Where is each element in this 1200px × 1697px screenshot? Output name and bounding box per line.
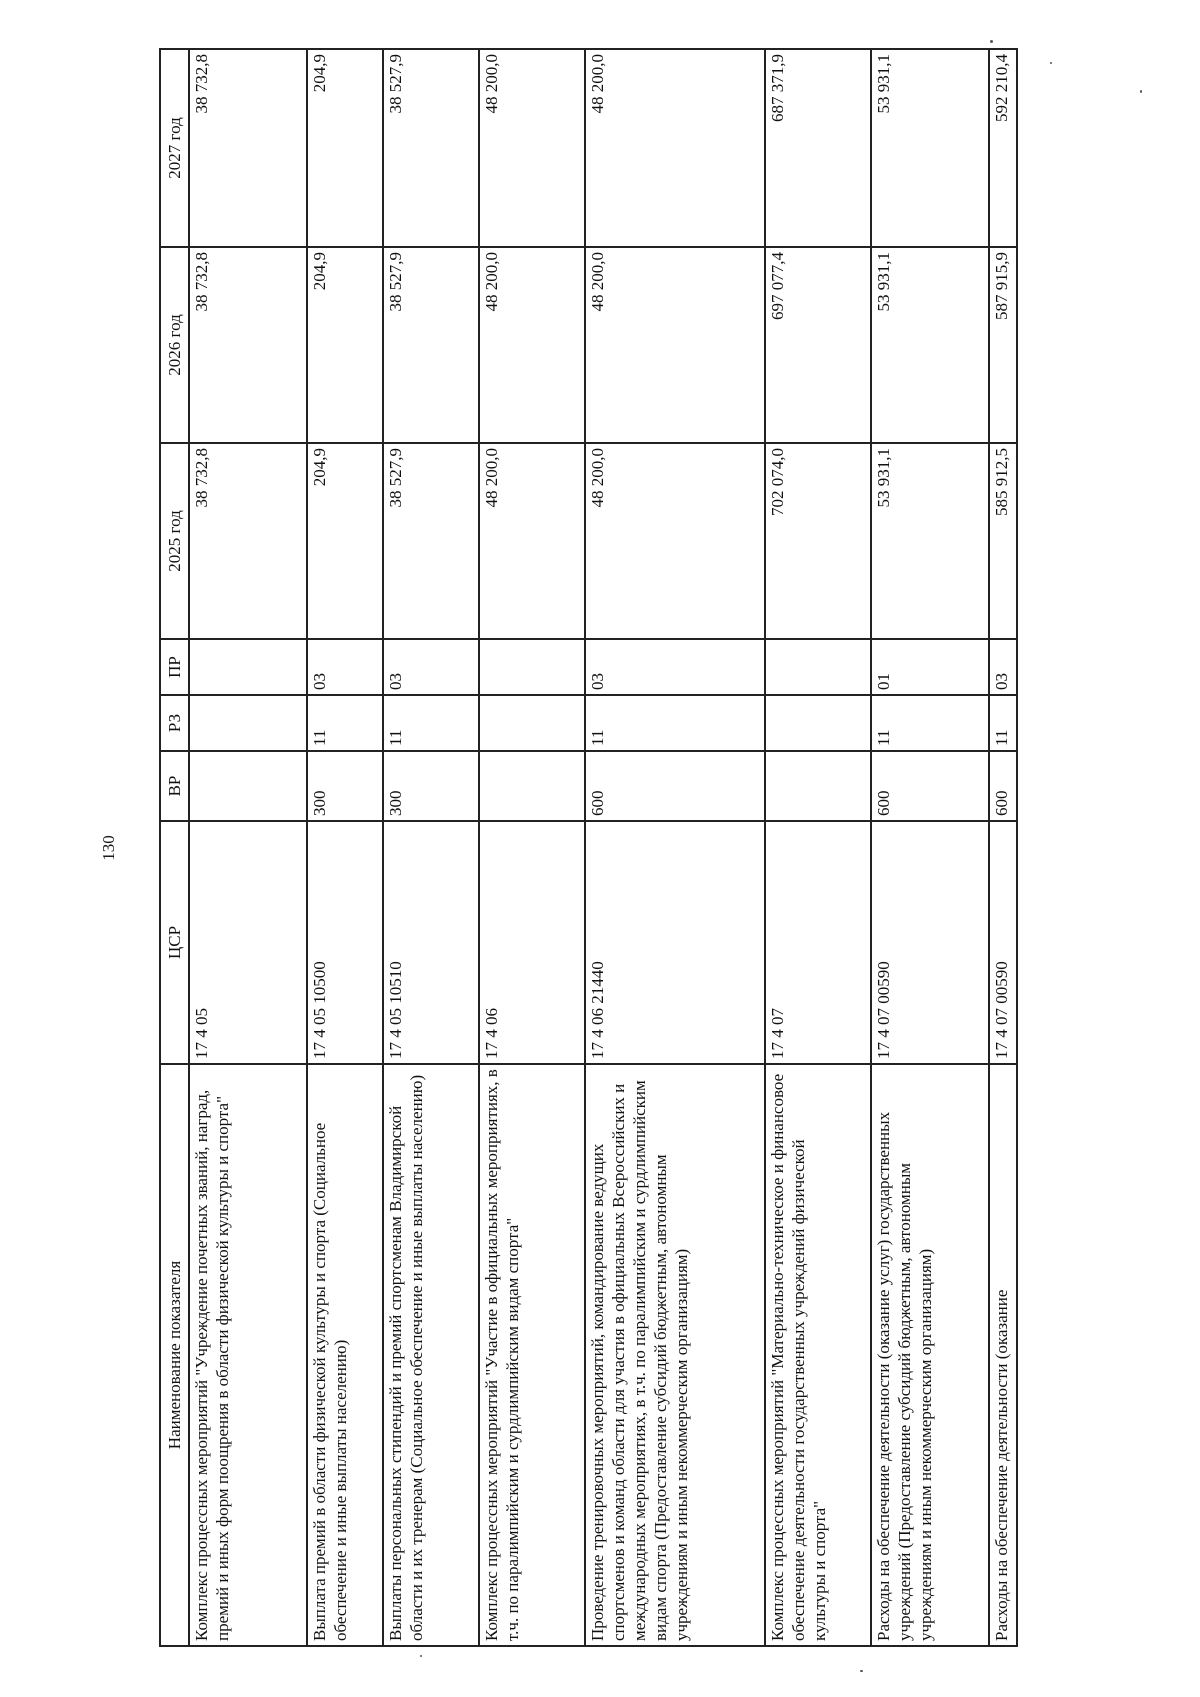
row-rz — [765, 695, 871, 751]
row-2027: 38 732,8 — [189, 49, 307, 247]
row-vr: 300 — [307, 751, 383, 821]
row-name: Расходы на обеспечение деятельности (оказание услуг) государственных учреждений (Предоставление субсидий бюджетным, автономным учреждениям и иным некоммерческим организациям) — [871, 1064, 989, 1646]
row-csr: 17 4 05 — [189, 821, 307, 1064]
row-2026: 38 527,9 — [383, 247, 479, 443]
row-name: Выплата премий в области физической культуры и спорта (Социальное обеспечение и иные выплаты населению) — [307, 1064, 383, 1646]
row-name: Расходы на обеспечение деятельности (оказание — [989, 1064, 1017, 1646]
row-pr: 03 — [383, 639, 479, 695]
table-row — [871, 49, 989, 1646]
row-2026: 53 931,1 — [871, 247, 989, 443]
row-vr — [189, 751, 307, 821]
row-rz: 11 — [383, 695, 479, 751]
row-pr: 01 — [871, 639, 989, 695]
budget-table — [159, 48, 1018, 1647]
header-csr: ЦСР — [160, 821, 189, 1064]
row-2025: 585 912,5 — [989, 443, 1017, 639]
row-rz: 11 — [871, 695, 989, 751]
row-2027: 204,9 — [307, 49, 383, 247]
row-vr: 600 — [989, 751, 1017, 821]
row-2026: 38 732,8 — [189, 247, 307, 443]
row-csr: 17 4 06 — [479, 821, 585, 1064]
page-number: 130 — [98, 835, 118, 861]
row-pr: 03 — [585, 639, 765, 695]
header-2025: 2025 год — [160, 443, 189, 639]
row-2026: 48 200,0 — [479, 247, 585, 443]
row-2027: 48 200,0 — [585, 49, 765, 247]
row-csr: 17 4 07 00590 — [871, 821, 989, 1064]
row-2027: 48 200,0 — [479, 49, 585, 247]
row-csr: 17 4 07 00590 — [989, 821, 1017, 1064]
header-vr: ВР — [160, 751, 189, 821]
row-2025: 204,9 — [307, 443, 383, 639]
row-pr — [765, 639, 871, 695]
table-row — [189, 49, 307, 1646]
row-csr: 17 4 05 10500 — [307, 821, 383, 1064]
row-2027: 687 371,9 — [765, 49, 871, 247]
row-name: Комплекс процессных мероприятий "Участие в официальных мероприятиях, в т.ч. по паралимпийским и сурдлимпийским видам спорта" — [479, 1064, 585, 1646]
row-2026: 587 915,9 — [989, 247, 1017, 443]
header-pr: ПР — [160, 639, 189, 695]
header-2027: 2027 год — [160, 49, 189, 247]
row-2027: 53 931,1 — [871, 49, 989, 247]
row-rz: 11 — [989, 695, 1017, 751]
row-2026: 204,9 — [307, 247, 383, 443]
row-csr: 17 4 05 10510 — [383, 821, 479, 1064]
table-row — [383, 49, 479, 1646]
row-2027: 38 527,9 — [383, 49, 479, 247]
budget-table-container — [159, 50, 1103, 1647]
row-2025: 38 527,9 — [383, 443, 479, 639]
row-pr: 03 — [307, 639, 383, 695]
row-pr — [189, 639, 307, 695]
table-row — [585, 49, 765, 1646]
row-2027: 592 210,4 — [989, 49, 1017, 247]
row-rz — [189, 695, 307, 751]
row-2025: 702 074,0 — [765, 443, 871, 639]
table-row — [479, 49, 585, 1646]
row-rz — [479, 695, 585, 751]
row-vr: 600 — [585, 751, 765, 821]
row-vr: 600 — [871, 751, 989, 821]
scan-speck — [1140, 90, 1142, 93]
row-name: Комплекс процессных мероприятий "Учреждение почетных званий, наград, премий и иных форм поощрения в области физической культуры и спорта" — [189, 1064, 307, 1646]
row-name: Проведение тренировочных мероприятий, командирование ведущих спортсменов и команд области для участия в официальных Всероссийских и международных мероприятиях, в т.ч. по паралимпийским и сурдлимпийским видам спорта (Предоставление субсидий бюджетным, автономным учреждениям и иным некоммерческим организациям) — [585, 1064, 765, 1646]
row-csr: 17 4 06 21440 — [585, 821, 765, 1064]
header-name: Наименование показателя — [160, 1064, 189, 1646]
header-rz: РЗ — [160, 695, 189, 751]
row-name: Выплаты персональных стипендий и премий спортсменам Владимирской области и их тренерам (Социальное обеспечение и иные выплаты населению) — [383, 1064, 479, 1646]
row-2025: 53 931,1 — [871, 443, 989, 639]
row-vr — [765, 751, 871, 821]
row-pr: 03 — [989, 639, 1017, 695]
row-rz: 11 — [307, 695, 383, 751]
scan-speck — [990, 40, 993, 43]
table-row — [989, 49, 1017, 1646]
row-2025: 48 200,0 — [479, 443, 585, 639]
header-2026: 2026 год — [160, 247, 189, 443]
row-2026: 48 200,0 — [585, 247, 765, 443]
row-csr: 17 4 07 — [765, 821, 871, 1064]
row-2026: 697 077,4 — [765, 247, 871, 443]
table-header-row — [160, 49, 189, 1646]
row-2025: 48 200,0 — [585, 443, 765, 639]
table-row — [765, 49, 871, 1646]
row-vr: 300 — [383, 751, 479, 821]
row-2025: 38 732,8 — [189, 443, 307, 639]
scan-speck — [420, 1655, 422, 1657]
scan-speck — [860, 1670, 863, 1672]
scan-speck — [1050, 62, 1052, 64]
row-name: Комплекс процессных мероприятий "Материально-техническое и финансовое обеспечение деятельности государственных учреждений физической культуры и спорта" — [765, 1064, 871, 1646]
table-row — [307, 49, 383, 1646]
row-vr — [479, 751, 585, 821]
row-pr — [479, 639, 585, 695]
row-rz: 11 — [585, 695, 765, 751]
